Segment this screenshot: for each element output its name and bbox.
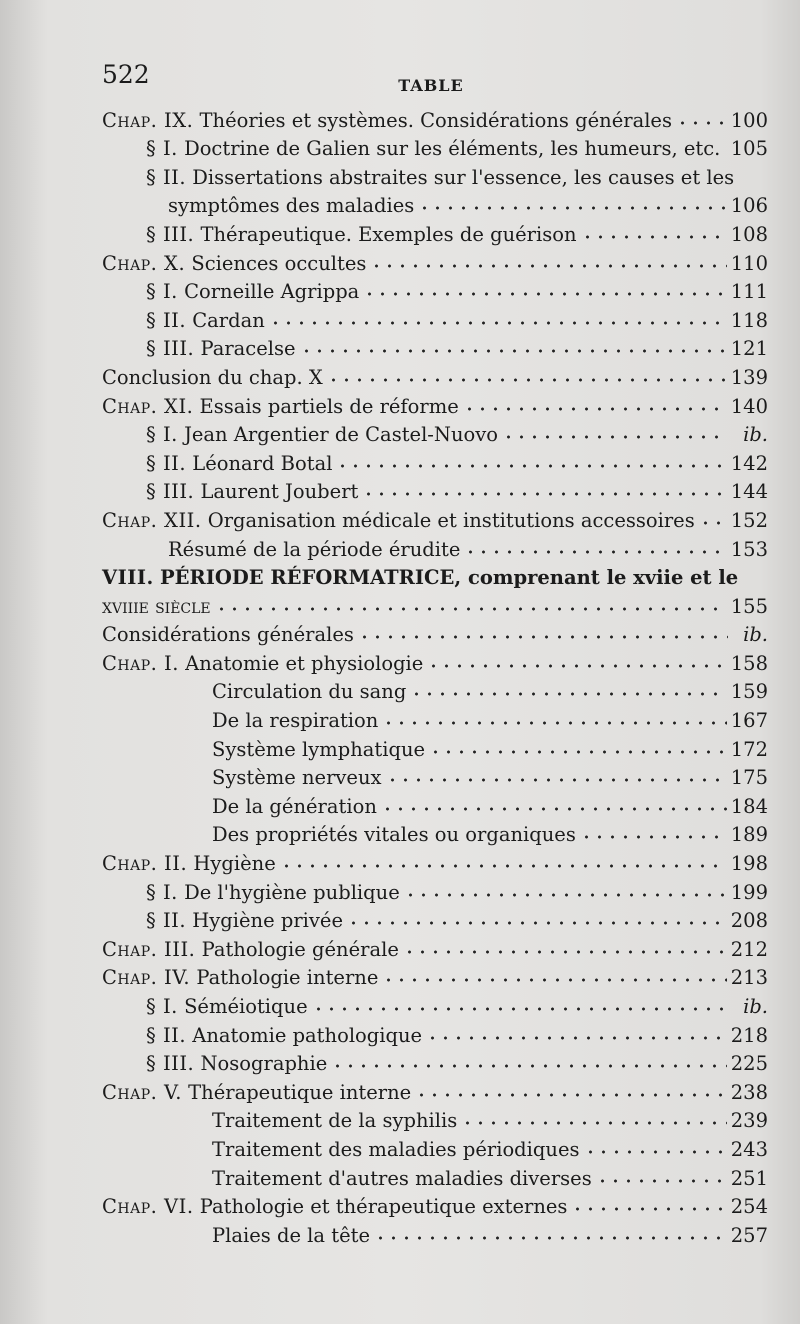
dot-leader — [312, 1005, 728, 1013]
toc-entry-prefix: § III. — [146, 222, 195, 246]
toc-entry-page: 199 — [730, 880, 768, 904]
toc-entry-page: 184 — [730, 794, 768, 818]
toc-entry-text — [212, 795, 377, 819]
toc-entry-page: 118 — [730, 308, 768, 332]
toc-entry-page: 243 — [730, 1137, 768, 1161]
toc-entry — [102, 933, 768, 962]
toc-entry-page: 144 — [730, 480, 768, 504]
toc-entry-title: Paracelse — [200, 337, 296, 361]
toc-entry-title: Laurent Joubert — [200, 480, 359, 504]
toc-entry-page: 155 — [730, 594, 768, 618]
dot-leader — [280, 862, 727, 870]
toc-entry — [102, 819, 768, 848]
toc-entry — [102, 790, 768, 819]
toc-entry-page: 254 — [730, 1195, 768, 1219]
toc-entry-title: Sciences occultes — [191, 251, 367, 275]
toc-entry-prefix: § III. — [146, 480, 195, 504]
toc-entry-title: PÉRIODE RÉFORMATRICE, comprenant le xviie et le — [160, 566, 739, 590]
dot-leader — [347, 919, 727, 927]
toc-entry-text — [212, 1109, 457, 1133]
toc-entry-text — [212, 766, 382, 790]
toc-entry-text — [146, 166, 734, 190]
toc-entry — [102, 1048, 768, 1077]
toc-entry-text — [146, 309, 265, 333]
toc-entry — [102, 1019, 768, 1048]
page-number: 522 — [102, 60, 150, 89]
dot-leader — [699, 519, 727, 527]
toc-entry — [102, 1219, 768, 1248]
toc-entry-title: Thérapeutique. Exemples de guérison — [200, 222, 577, 246]
toc-entry-text — [102, 366, 323, 390]
toc-entry-prefix: Chap. I. — [102, 651, 179, 675]
toc-entry-text — [146, 480, 358, 504]
toc-entry-page: 108 — [730, 222, 768, 246]
toc-entry-page: 100 — [730, 108, 768, 132]
toc-entry — [102, 704, 768, 733]
toc-entry-page: 105 — [730, 137, 768, 161]
toc-entry — [102, 1076, 768, 1105]
toc-entry-title: Traitement de la syphilis — [212, 1109, 458, 1133]
dot-leader — [370, 262, 726, 270]
toc-entry-page: ib. — [743, 623, 768, 647]
toc-entry-text — [146, 337, 296, 361]
running-title: TABLE — [398, 76, 464, 95]
toc-entry — [102, 562, 768, 591]
dot-leader — [418, 204, 726, 212]
toc-entry-text — [102, 509, 695, 533]
toc-entry — [102, 133, 768, 162]
toc-entry-text — [146, 452, 332, 476]
toc-entry-title: Organisation médicale et institutions accessoires — [207, 508, 695, 532]
toc-entry-title: Anatomie pathologique — [192, 1023, 423, 1047]
dot-leader — [327, 376, 727, 384]
dot-leader — [676, 119, 727, 127]
toc-entry-text — [102, 938, 399, 962]
toc-entry-page: 225 — [730, 1052, 768, 1076]
toc-entry-text — [146, 1024, 422, 1048]
dot-leader — [581, 233, 727, 241]
toc-entry-prefix: § II. — [146, 1023, 187, 1047]
toc-entry — [102, 762, 768, 791]
toc-entry-text — [146, 1052, 327, 1076]
toc-entry-title: Dissertations abstraites sur l'essence, les causes et les — [192, 165, 735, 189]
toc-entry-title: Anatomie et physiologie — [185, 651, 424, 675]
toc-entry — [102, 647, 768, 676]
dot-leader — [382, 976, 726, 984]
toc-entry-title: Doctrine de Galien sur les éléments, les humeurs, etc. — [184, 137, 721, 161]
toc-entry-text — [168, 538, 460, 562]
dot-leader — [571, 1205, 726, 1213]
toc-entry-prefix: § II. — [146, 451, 187, 475]
toc-entry-title: De la génération — [212, 794, 377, 818]
toc-entry — [102, 361, 768, 390]
toc-entry — [102, 1105, 768, 1134]
toc-entry-text — [212, 738, 425, 762]
dot-leader — [461, 1119, 727, 1127]
toc-entry-title: xviiie siècle — [102, 594, 211, 618]
toc-entry-prefix: Chap. V. — [102, 1080, 182, 1104]
toc-entry-title: Plaies de la tête — [212, 1223, 370, 1247]
toc-entry — [102, 390, 768, 419]
toc-entry-page: ib. — [743, 995, 768, 1018]
toc-entry-title: symptômes des maladies — [168, 194, 415, 218]
toc-entry-prefix: Chap. IV. — [102, 966, 191, 990]
dot-leader — [429, 748, 727, 756]
dot-leader — [415, 1091, 727, 1099]
toc-entry-text — [102, 109, 672, 133]
toc-entry-page: 140 — [730, 394, 768, 418]
toc-entry-text — [102, 1081, 411, 1105]
toc-entry-prefix: § III. — [146, 337, 195, 361]
toc-entry — [102, 419, 768, 448]
toc-entry — [102, 619, 768, 648]
dot-leader — [427, 662, 726, 670]
toc-entry-page: 189 — [730, 823, 768, 847]
toc-entry-page: 159 — [730, 680, 768, 704]
toc-entry-title: Traitement d'autres maladies diverses — [212, 1166, 592, 1190]
toc-entry-prefix: § I. — [146, 423, 178, 447]
dot-leader — [596, 1177, 727, 1185]
dot-leader — [336, 462, 726, 470]
toc-entry — [102, 276, 768, 305]
toc-entry-text — [146, 137, 720, 161]
toc-entry-title: Hygiène privée — [192, 909, 343, 933]
toc-entry-page: 158 — [730, 651, 768, 675]
toc-entry-title: De la respiration — [212, 709, 379, 733]
toc-entry-page: 142 — [730, 451, 768, 475]
dot-leader — [724, 147, 726, 155]
dot-leader — [382, 719, 726, 727]
toc-entry-page: 257 — [730, 1223, 768, 1247]
toc-entry-title: Léonard Botal — [192, 451, 333, 475]
toc-entry-title: Traitement des maladies périodiques — [212, 1137, 580, 1161]
dot-leader — [426, 1034, 727, 1042]
toc-entry-page: 167 — [730, 709, 768, 733]
toc-entry-text — [212, 1224, 370, 1248]
toc-entry — [102, 990, 768, 1019]
toc-entry-title: Théories et systèmes. Considérations générales — [199, 108, 672, 132]
toc-entry-prefix: § I. — [146, 880, 178, 904]
toc-entry-text — [102, 252, 366, 276]
dot-leader — [363, 290, 726, 298]
toc-entry — [102, 304, 768, 333]
toc-entry — [102, 218, 768, 247]
toc-entry-prefix: Chap. X. — [102, 251, 186, 275]
toc-entry-page: 110 — [730, 251, 768, 275]
toc-entry — [102, 590, 768, 619]
toc-entry — [102, 962, 768, 991]
toc-entry — [102, 190, 768, 219]
dot-leader — [403, 948, 727, 956]
dot-leader — [374, 1234, 727, 1242]
toc-entry-text — [146, 881, 400, 905]
dot-leader — [300, 347, 727, 355]
dot-leader — [404, 891, 727, 899]
toc-entry-page: ib. — [743, 423, 768, 447]
toc-entry-title: Corneille Agrippa — [184, 280, 360, 304]
toc-entry-prefix: Chap. XI. — [102, 394, 194, 418]
toc-entry-text — [168, 194, 414, 218]
toc-entry-title: Système nerveux — [212, 766, 382, 790]
toc-entry-page: 153 — [730, 537, 768, 561]
toc-entry — [102, 504, 768, 533]
toc-entry-page: 106 — [730, 194, 768, 218]
toc-entry-page: 251 — [730, 1166, 768, 1190]
toc-entry — [102, 533, 768, 562]
toc-entry-prefix: Chap. III. — [102, 937, 196, 961]
toc-entry-prefix: Chap. VI. — [102, 1195, 194, 1219]
toc-entry-title: Résumé de la période érudite — [168, 537, 461, 561]
dot-leader — [215, 605, 727, 613]
table-of-contents — [102, 104, 768, 1248]
toc-entry-text — [102, 1195, 567, 1219]
toc-entry-title: Pathologie générale — [201, 937, 399, 961]
toc-entry-prefix: Chap. IX. — [102, 108, 194, 132]
toc-entry-title: Pathologie interne — [196, 966, 379, 990]
dot-leader — [463, 405, 727, 413]
dot-leader — [584, 1148, 727, 1156]
toc-entry — [102, 1191, 768, 1220]
toc-entry-page: 139 — [730, 365, 768, 389]
toc-entry-text — [146, 909, 343, 933]
toc-entry-prefix: § II. — [146, 909, 187, 933]
toc-entry-prefix: § I. — [146, 995, 178, 1018]
toc-entry-title: Des propriétés vitales ou organiques — [212, 823, 576, 847]
toc-entry-text — [146, 423, 498, 447]
toc-entry-title: Cardan — [192, 308, 265, 332]
toc-entry — [102, 161, 768, 190]
toc-entry-page: 172 — [730, 737, 768, 761]
toc-entry-text — [212, 680, 406, 704]
toc-entry-page: 238 — [730, 1080, 768, 1104]
toc-entry-text — [212, 1138, 580, 1162]
dot-leader — [381, 805, 727, 813]
toc-entry-prefix: VIII. — [102, 566, 154, 590]
toc-entry-text — [212, 1167, 592, 1191]
toc-entry-title: Thérapeutique interne — [188, 1080, 412, 1104]
toc-entry-page: 111 — [730, 280, 768, 304]
dot-leader — [386, 776, 727, 784]
toc-entry-page: 152 — [730, 508, 768, 532]
dot-leader — [362, 490, 726, 498]
toc-entry-page: 198 — [730, 852, 768, 876]
dot-leader — [410, 690, 726, 698]
toc-entry-text — [146, 280, 359, 304]
toc-entry-text — [102, 395, 459, 419]
toc-entry-text — [146, 995, 308, 1019]
toc-entry-page: 213 — [730, 966, 768, 990]
toc-entry — [102, 104, 768, 133]
toc-entry — [102, 876, 768, 905]
toc-entry-page: 218 — [730, 1023, 768, 1047]
toc-entry-text — [146, 223, 577, 247]
dot-leader — [464, 548, 726, 556]
toc-entry-page: 208 — [730, 909, 768, 933]
toc-entry-text — [102, 623, 354, 647]
toc-entry — [102, 247, 768, 276]
dot-leader — [269, 319, 727, 327]
toc-entry — [102, 676, 768, 705]
toc-entry-page: 239 — [730, 1109, 768, 1133]
toc-entry — [102, 1162, 768, 1191]
dot-leader — [502, 433, 728, 441]
toc-entry-text — [102, 652, 423, 676]
toc-entry — [102, 733, 768, 762]
toc-entry-title: Nosographie — [200, 1052, 328, 1076]
toc-entry-page: 175 — [730, 766, 768, 790]
toc-entry-title: Considérations générales — [102, 623, 354, 647]
toc-entry — [102, 847, 768, 876]
dot-leader — [331, 1062, 726, 1070]
toc-entry-prefix: Chap. II. — [102, 852, 188, 876]
toc-entry-text — [102, 595, 211, 619]
toc-entry-title: Système lymphatique — [212, 737, 426, 761]
toc-entry-page: 212 — [730, 937, 768, 961]
toc-entry — [102, 476, 768, 505]
dot-leader — [358, 633, 728, 641]
toc-entry-page: 121 — [730, 337, 768, 361]
toc-entry-title: De l'hygiène publique — [184, 880, 400, 904]
toc-entry-prefix: § II. — [146, 308, 187, 332]
dot-leader — [580, 833, 727, 841]
toc-entry-prefix: § I. — [146, 280, 178, 304]
toc-entry — [102, 333, 768, 362]
toc-entry-text — [102, 852, 276, 876]
toc-entry — [102, 905, 768, 934]
toc-entry-title: Conclusion du chap. X — [102, 365, 323, 389]
toc-entry-title: Pathologie et thérapeutique externes — [199, 1195, 568, 1219]
toc-entry — [102, 447, 768, 476]
toc-entry-prefix: § II. — [146, 165, 187, 189]
toc-entry-prefix: Chap. XII. — [102, 508, 202, 532]
toc-entry-title: Hygiène — [193, 852, 276, 876]
toc-entry — [102, 1133, 768, 1162]
toc-entry-title: Jean Argentier de Castel-Nuovo — [184, 423, 499, 447]
toc-entry-title: Séméiotique — [184, 995, 308, 1018]
toc-entry-prefix: § III. — [146, 1052, 195, 1076]
toc-entry-title: Essais partiels de réforme — [199, 394, 459, 418]
toc-entry-text — [102, 566, 738, 590]
toc-entry-text — [212, 709, 378, 733]
toc-entry-text — [102, 966, 378, 990]
toc-entry-text — [212, 823, 576, 847]
page-header — [102, 60, 760, 100]
toc-entry-title: Circulation du sang — [212, 680, 407, 704]
toc-entry-prefix: § I. — [146, 137, 178, 161]
